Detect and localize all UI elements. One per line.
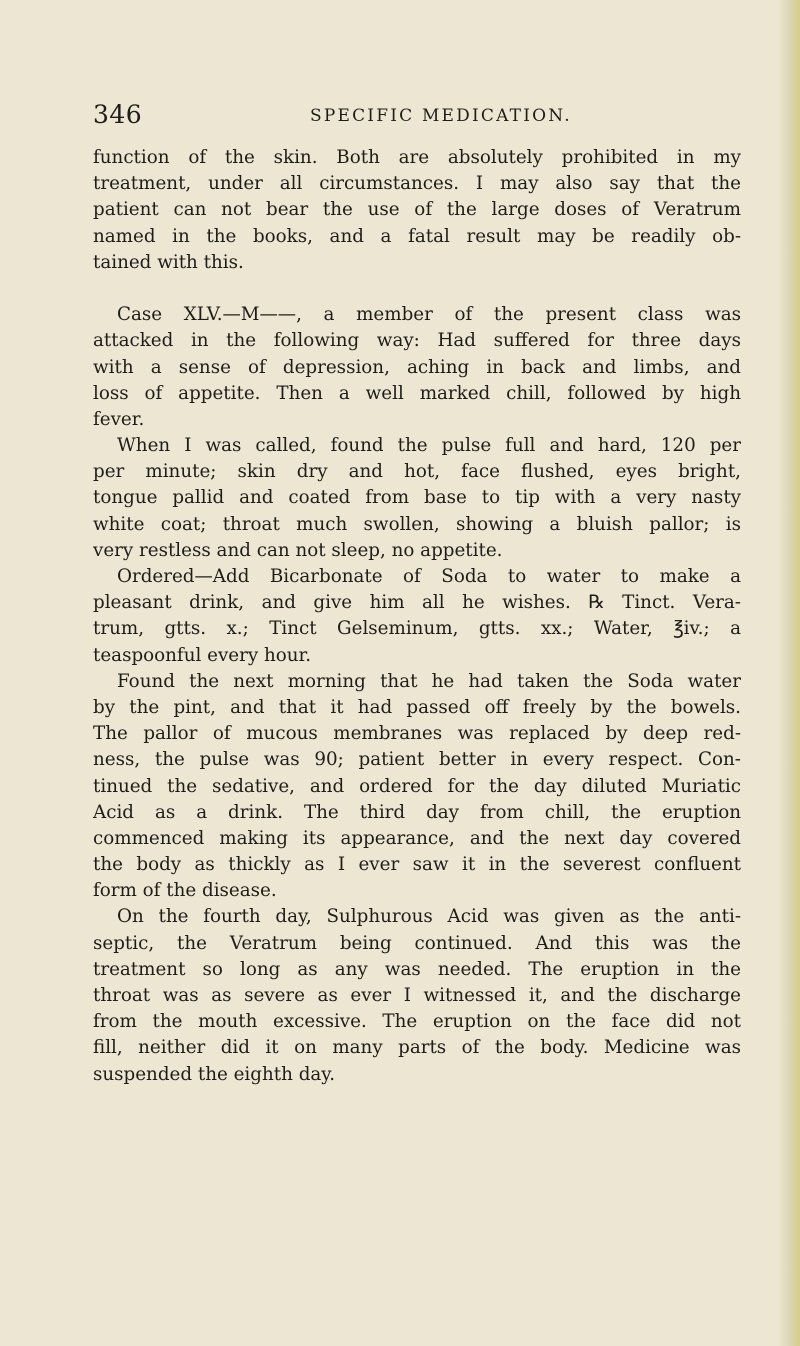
text-line: form of the disease. <box>93 880 277 902</box>
text-line: treatment, under all circumstances. I may also say that the <box>93 173 741 195</box>
paragraph-gap <box>93 276 741 302</box>
text-line: with a sense of depression, aching in back and limbs, and <box>93 356 741 378</box>
text-line: pleasant drink, and give him all he wishes. ℞ Tinct. Vera- <box>93 592 741 614</box>
text-line: the body as thickly as I ever saw it in the severest confluent <box>93 854 741 876</box>
text-line: very restless and can not sleep, no appetite. <box>93 539 503 561</box>
text-line: from the mouth excessive. The eruption on the face did not <box>93 1011 741 1033</box>
text-line: tinued the sedative, and ordered for the day diluted Muriatic <box>93 775 741 797</box>
text-line: tained with this. <box>93 251 244 273</box>
text-line: ness, the pulse was 90; patient better in every respect. Con- <box>93 749 741 771</box>
text-line: Found the next morning that he had taken the Soda water <box>117 670 741 692</box>
text-line: Acid as a drink. The third day from chill, the eruption <box>93 801 741 823</box>
text-line: by the pint, and that it had passed off freely by the bowels. <box>93 696 741 718</box>
text-line: patient can not bear the use of the large doses of Veratrum <box>93 199 741 221</box>
page-edge-shadow <box>778 0 800 1346</box>
text-line: Ordered—Add Bicarbonate of Soda to water to make a <box>117 566 741 587</box>
page-number: 346 <box>93 100 143 129</box>
text-line: commenced making its appearance, and the next day covered <box>93 827 741 849</box>
text-line: attacked in the following way: Had suffered for three days <box>93 330 741 352</box>
text-line: When I was called, found the pulse full and hard, 120 per <box>117 435 741 457</box>
text-line: loss of appetite. Then a well marked chill, followed by high <box>93 382 741 404</box>
text-line: teaspoonful every hour. <box>93 644 312 666</box>
text-line: fill, neither did it on many parts of the body. Medicine was <box>93 1037 741 1059</box>
text-line: named in the books, and a fatal result may be readily ob- <box>93 225 741 247</box>
body-text <box>93 145 741 1088</box>
text-line: function of the skin. Both are absolutely prohibited in my <box>93 147 741 168</box>
text-line: septic, the Veratrum being continued. And this was the <box>93 932 741 954</box>
text-line: white coat; throat much swollen, showing a bluish pallor; is <box>93 513 741 535</box>
text-line: suspended the eighth day. <box>93 1063 336 1085</box>
text-line: The pallor of mucous membranes was replaced by deep red- <box>93 723 741 745</box>
text-line: tongue pallid and coated from base to tip with a very nasty <box>93 487 741 509</box>
case-heading-line: Case XLV.—M——, a member of the present class was <box>117 304 741 326</box>
text-line: treatment so long as any was needed. The eruption in the <box>93 958 741 980</box>
text-line: per minute; skin dry and hot, face flushed, eyes bright, <box>93 461 741 483</box>
text-line: throat was as severe as ever I witnessed it, and the discharge <box>93 985 741 1006</box>
running-head: SPECIFIC MEDICATION. <box>310 106 572 126</box>
text-line: On the fourth day, Sulphurous Acid was given as the anti- <box>117 906 741 928</box>
text-line: fever. <box>93 408 145 430</box>
text-line: trum, gtts. x.; Tinct Gelseminum, gtts. xx.; Water, ℥iv.; a <box>93 618 741 640</box>
page-header <box>93 100 733 134</box>
